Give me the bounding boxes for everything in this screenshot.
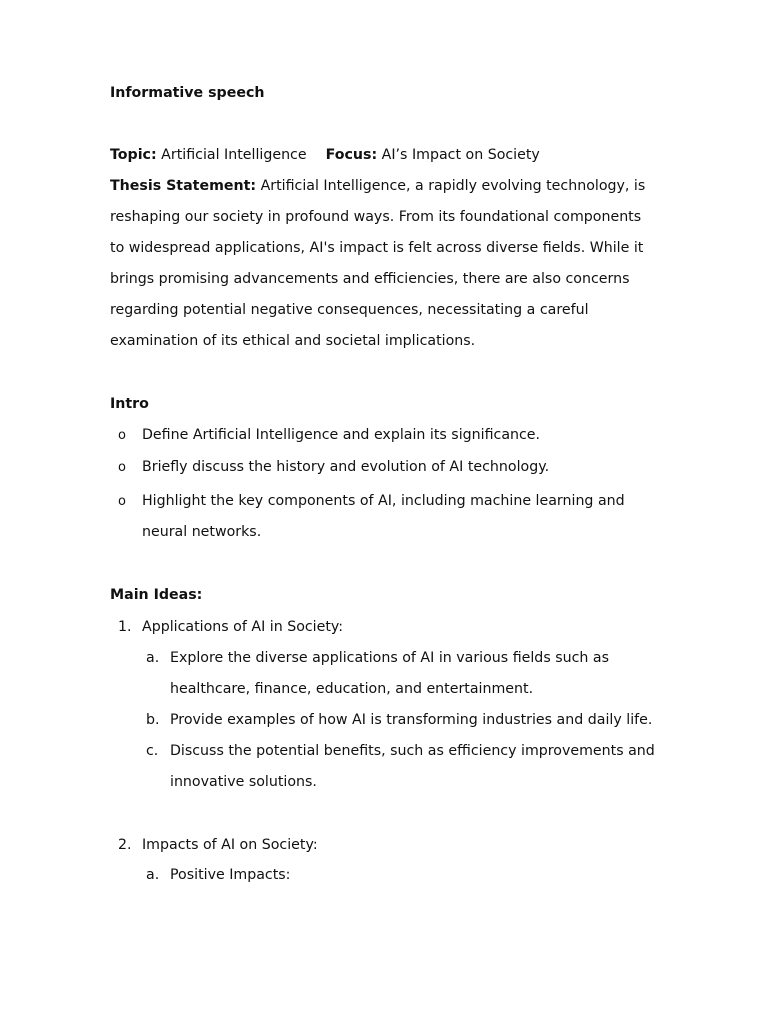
- main-idea-2-title: Impacts of AI on Society:: [142, 837, 318, 853]
- main-idea-1-title: Applications of AI in Society:: [142, 619, 344, 635]
- list-number: 2.: [118, 837, 132, 853]
- thesis-line-1: [110, 177, 645, 195]
- bullet-marker: o: [118, 460, 126, 475]
- intro-item-3-cont: neural networks.: [142, 524, 262, 540]
- sub-marker: b.: [146, 712, 160, 728]
- intro-heading: Intro: [110, 396, 149, 412]
- thesis-line-2: reshaping our society in profound ways. From its foundational components: [110, 209, 642, 225]
- thesis-line-3: to widespread applications, AI's impact is felt across diverse fields. While it: [110, 240, 644, 256]
- topic-line: [110, 146, 540, 164]
- focus-label: Focus:: [325, 147, 378, 163]
- idea-1a-line-1: Explore the diverse applications of AI in various fields such as: [170, 650, 609, 666]
- idea-1b-line-1: Provide examples of how AI is transforming industries and daily life.: [170, 712, 653, 728]
- thesis-line-4: brings promising advancements and efficiencies, there are also concerns: [110, 271, 630, 287]
- topic-label: Topic:: [110, 147, 157, 163]
- idea-1c-line-2: innovative solutions.: [170, 774, 317, 790]
- sub-marker: a.: [146, 867, 160, 883]
- document-title: Informative speech: [110, 85, 265, 101]
- bullet-marker: o: [118, 494, 126, 509]
- thesis-line-6: examination of its ethical and societal implications.: [110, 333, 476, 349]
- thesis-line-5: regarding potential negative consequences, necessitating a careful: [110, 302, 589, 318]
- sub-marker: c.: [146, 743, 159, 759]
- idea-1c-line-1: Discuss the potential benefits, such as efficiency improvements and: [170, 743, 655, 759]
- bullet-marker: o: [118, 428, 126, 443]
- main-ideas-heading: Main Ideas:: [110, 587, 203, 603]
- intro-item-1: Define Artificial Intelligence and explain its significance.: [142, 427, 541, 443]
- intro-item-2: Briefly discuss the history and evolution of AI technology.: [142, 459, 550, 475]
- sub-marker: a.: [146, 650, 160, 666]
- focus-value: AI’s Impact on Society: [381, 147, 540, 163]
- thesis-label: Thesis Statement:: [110, 178, 257, 194]
- idea-1a-line-2: healthcare, finance, education, and entertainment.: [170, 681, 534, 697]
- topic-value: Artificial Intelligence: [161, 147, 307, 163]
- list-number: 1.: [118, 619, 132, 635]
- thesis-text: Artificial Intelligence, a rapidly evolving technology, is: [260, 178, 646, 194]
- idea-2a-line-1: Positive Impacts:: [170, 867, 291, 883]
- intro-item-3: Highlight the key components of AI, including machine learning and: [142, 493, 625, 509]
